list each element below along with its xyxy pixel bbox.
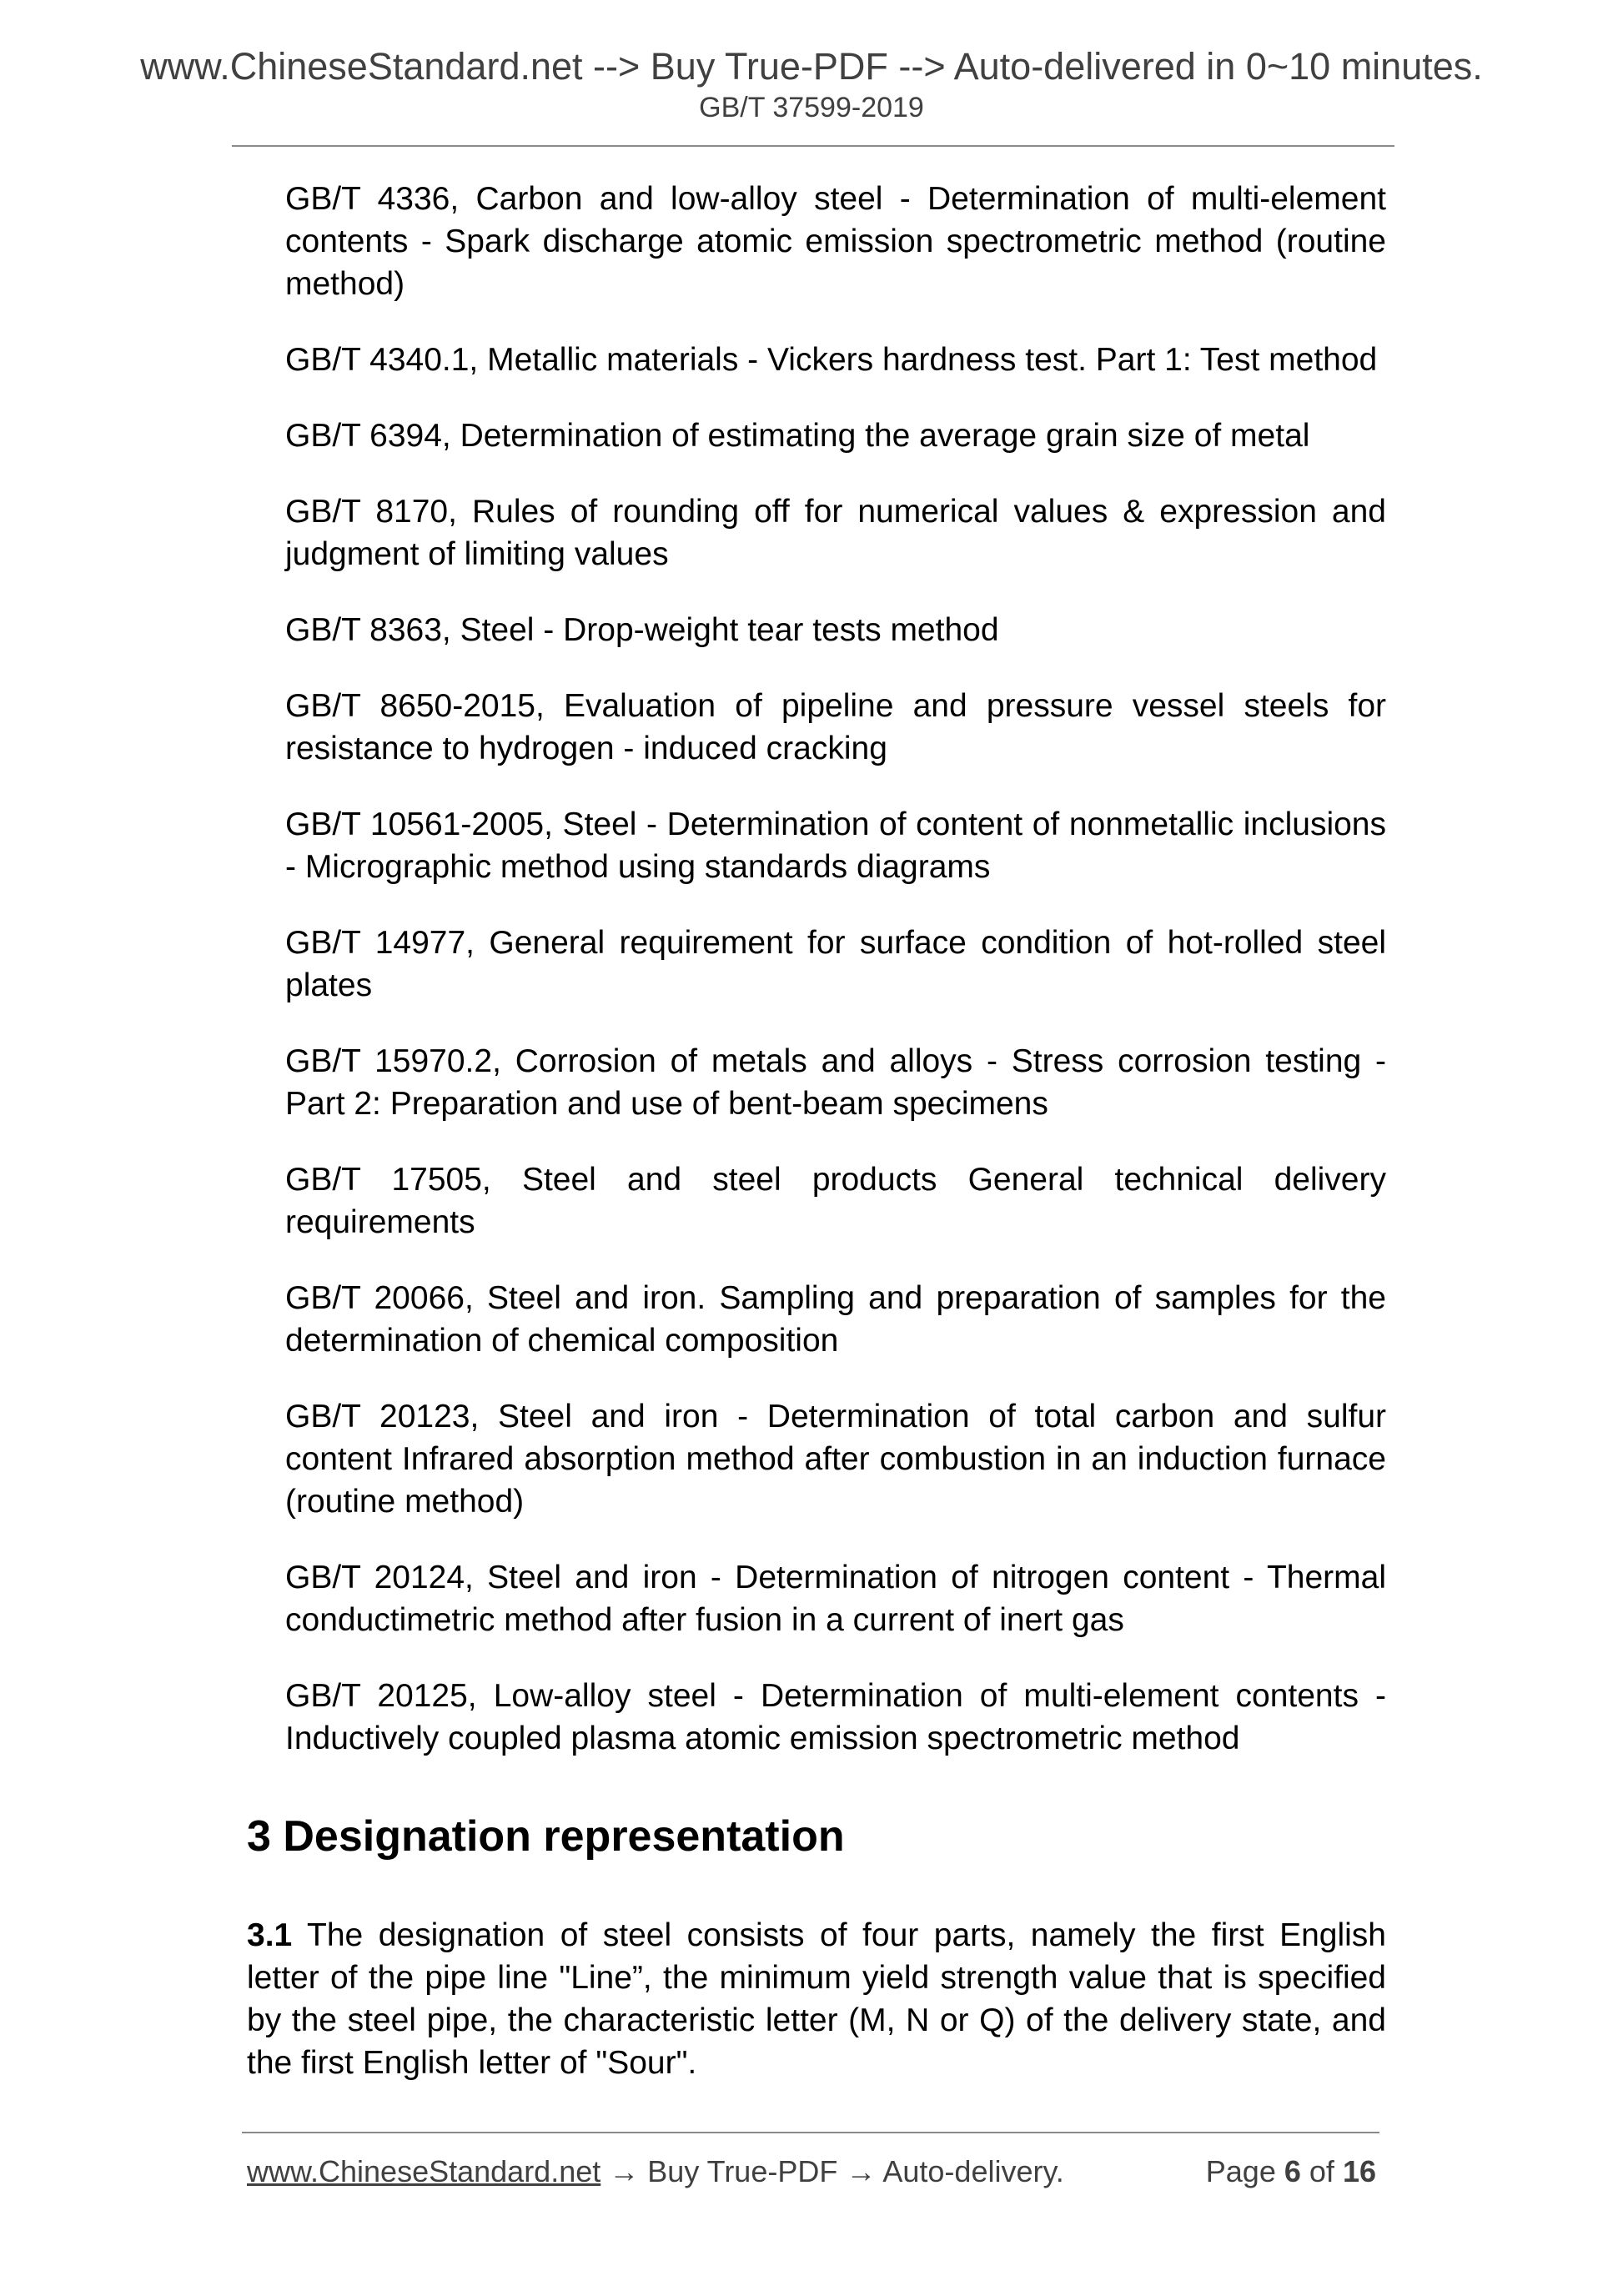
reference-item: GB/T 6394, Determination of estimating the average grain size of metal <box>285 418 1310 454</box>
header-standard-number: GB/T 37599-2019 <box>699 92 924 123</box>
reference-item: GB/T 20125, Low-alloy steel - Determination of multi-element contents - Inductively coupled plasma atomic emission spectrometric method <box>285 1678 1386 1756</box>
section-heading: 3 Designation representation <box>247 1812 845 1861</box>
page-number <box>1206 2153 1376 2190</box>
footer-buy-text: Buy True-PDF <box>647 2154 838 2188</box>
arrow-icon: → <box>846 2154 877 2188</box>
clause-paragraph <box>247 1914 1386 2084</box>
reference-item: GB/T 15970.2, Corrosion of metals and alloys - Stress corrosion testing - Part 2: Preparation and use of bent-beam specimens <box>285 1043 1386 1122</box>
reference-item: GB/T 20123, Steel and iron - Determination of total carbon and sulfur content Infrared absorption method after combustion in an induction furnace (routine method) <box>285 1399 1386 1520</box>
page-total: 16 <box>1342 2154 1376 2188</box>
footer-promo <box>247 2153 1064 2190</box>
reference-item: GB/T 20066, Steel and iron. Sampling and preparation of samples for the determination of chemical composition <box>285 1280 1386 1359</box>
header-divider <box>232 145 1394 147</box>
page-label: Page <box>1205 2154 1276 2188</box>
clause-text: The designation of steel consists of four parts, namely the first English letter of the pipe line "Line”, the minimum yield strength value that is specified by the steel pipe, the characteristic letter (M, N or Q) of the delivery state, and the first English letter of "Sour". <box>247 1917 1386 2081</box>
footer-delivery-text: Auto-delivery. <box>882 2154 1064 2188</box>
reference-item: GB/T 14977, General requirement for surface condition of hot-rolled steel plates <box>285 925 1386 1003</box>
page-header <box>0 43 1623 125</box>
reference-item: GB/T 17505, Steel and steel products General technical delivery requirements <box>285 1162 1386 1240</box>
reference-item: GB/T 10561-2005, Steel - Determination of content of nonmetallic inclusions - Micrographic method using standards diagrams <box>285 806 1386 885</box>
reference-item: GB/T 4336, Carbon and low-alloy steel - Determination of multi-element contents - Spark discharge atomic emission spectrometric method (routine method) <box>285 181 1386 302</box>
footer-divider <box>242 2132 1379 2133</box>
page-of: of <box>1309 2154 1334 2188</box>
reference-item: GB/T 8650-2015, Evaluation of pipeline and pressure vessel steels for resistance to hydrogen - induced cracking <box>285 688 1386 766</box>
arrow-icon: → <box>609 2154 640 2188</box>
normative-references-list <box>285 178 1386 1793</box>
reference-item: GB/T 20124, Steel and iron - Determination of nitrogen content - Thermal conductimetric method after fusion in a current of inert gas <box>285 1560 1386 1638</box>
clause-number: 3.1 <box>247 1917 293 1953</box>
reference-item: GB/T 8363, Steel - Drop-weight tear tests method <box>285 612 999 648</box>
page-current: 6 <box>1284 2154 1301 2188</box>
footer-site-link[interactable]: www.ChineseStandard.net <box>247 2154 601 2188</box>
reference-item: GB/T 4340.1, Metallic materials - Vickers hardness test. Part 1: Test method <box>285 342 1378 378</box>
reference-item: GB/T 8170, Rules of rounding off for numerical values & expression and judgment of limiting values <box>285 494 1386 572</box>
header-banner[interactable]: www.ChineseStandard.net --> Buy True-PDF --> Auto-delivered in 0~10 minutes. <box>140 45 1483 88</box>
